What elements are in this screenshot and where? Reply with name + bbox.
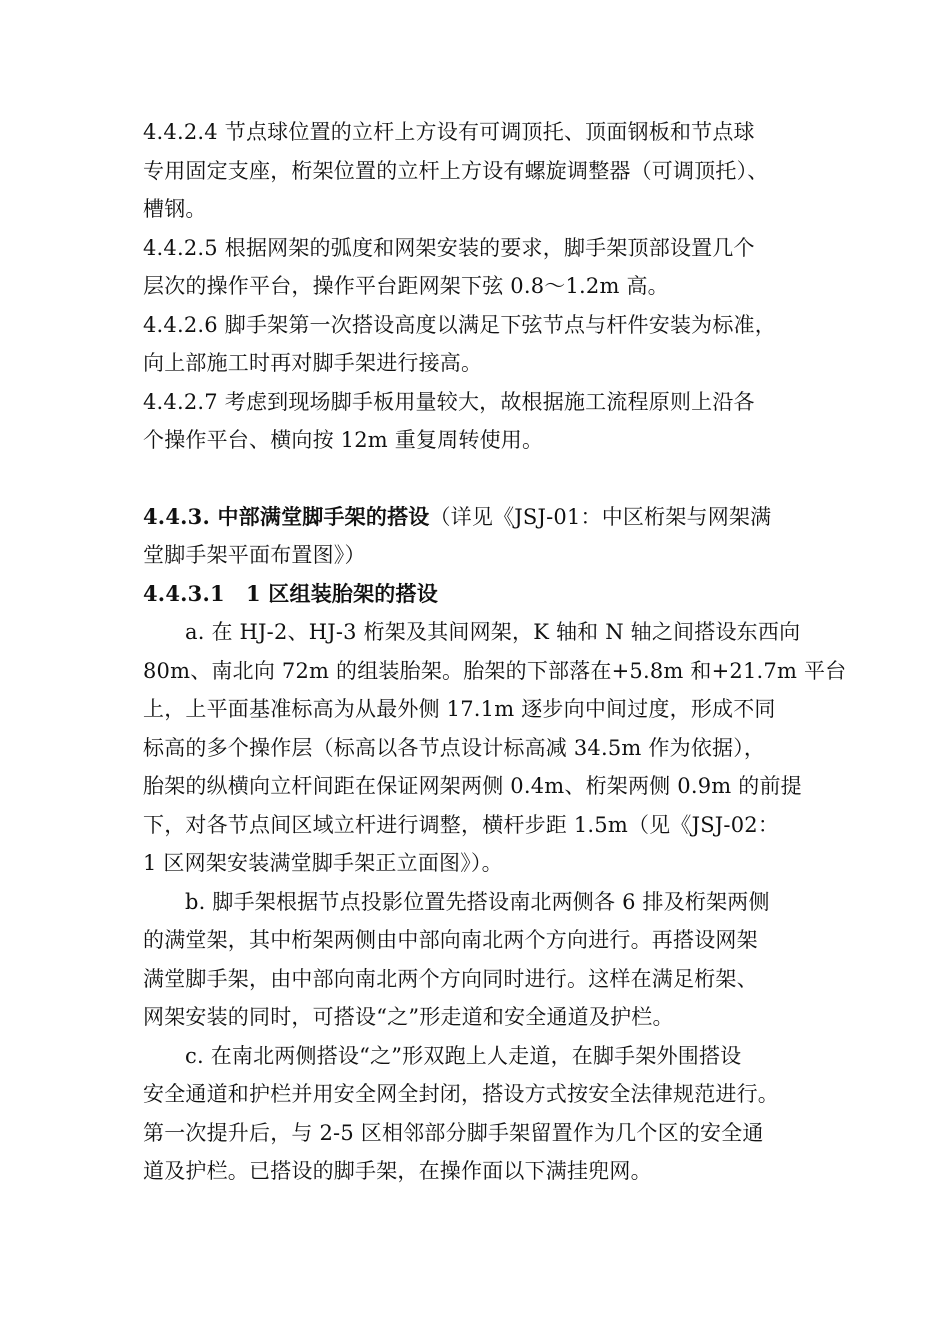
text-line: 4.4.2.5 根据网架的弧度和网架安装的要求，脚手架顶部设置几个: [143, 235, 755, 260]
text-line: 胎架的纵横向立杆间距在保证网架两侧 0.4m、桁架两侧 0.9m 的前提: [143, 774, 802, 798]
text-line: 4.4.2.7 考虑到现场脚手板用量较大，故根据施工流程原则上沿各: [143, 389, 755, 414]
text-line: 满堂脚手架，由中部向南北两个方向同时进行。这样在满足桁架、: [143, 966, 758, 991]
paragraph-b: [143, 883, 813, 1037]
text-line: b. 脚手架根据节点投影位置先搭设南北两侧各 6 排及桁架两侧: [185, 889, 770, 914]
section-title-reference: （详见《JSJ-01：中区桁架与网架满: [429, 504, 772, 529]
paragraph-4-4-2-6: [143, 306, 813, 383]
text-line: 80m、南北向 72m 的组装胎架。胎架的下部落在+5.8m 和+21.7m 平台: [143, 658, 847, 683]
paragraph-4-4-2-4: [143, 113, 813, 229]
section-heading-4-4-3: [143, 498, 813, 575]
text-line: 下，对各节点间区域立杆进行调整，横杆步距 1.5m（见《JSJ-02：: [143, 812, 780, 837]
text-line: 第一次提升后，与 2-5 区相邻部分脚手架留置作为几个区的安全通: [143, 1120, 764, 1145]
text-line: 1 区网架安装满堂脚手架正立面图》）。: [143, 851, 503, 875]
subsection-heading-4-4-3-1: 4.4.3.1 1 区组装胎架的搭设: [143, 580, 438, 606]
text-line: 4.4.2.4 节点球位置的立杆上方设有可调顶托、顶面钢板和节点球: [143, 120, 755, 144]
heading-line: 堂脚手架平面布置图》）: [143, 543, 366, 567]
text-line: c. 在南北两侧搭设“之”形双跑上人走道，在脚手架外围搭设: [185, 1043, 742, 1068]
text-line: 槽钢。: [143, 197, 207, 221]
paragraph-4-4-2-7: [143, 383, 813, 460]
text-line: 安全通道和护栏并用安全网全封闭，搭设方式按安全法律规范进行。: [143, 1082, 779, 1106]
text-line: 个操作平台、横向按 12m 重复周转使用。: [143, 428, 544, 452]
section-gap: [143, 460, 813, 498]
section-title-bold: 4.4.3. 中部满堂脚手架的搭设: [143, 503, 430, 529]
heading-line: [143, 498, 813, 537]
text-line: 网架安装的同时，可搭设“之”形走道和安全通道及护栏。: [143, 1005, 674, 1029]
text-line: 的满堂架，其中桁架两侧由中部向南北两个方向进行。再搭设网架: [143, 928, 758, 952]
text-line: 层次的操作平台，操作平台距网架下弦 0.8～1.2m 高。: [143, 274, 669, 298]
paragraph-a: [143, 613, 847, 883]
text-line: a. 在 HJ-2、HJ-3 桁架及其间网架，K 轴和 N 轴之间搭设东西向: [185, 620, 801, 644]
text-line: 专用固定支座，桁架位置的立杆上方设有螺旋调整器（可调顶托）、: [143, 158, 769, 183]
text-line: 上，上平面基准标高为从最外侧 17.1m 逐步向中间过度，形成不同: [143, 697, 776, 721]
text-line: 道及护栏。已搭设的脚手架，在操作面以下满挂兜网。: [143, 1159, 652, 1183]
text-line: 标高的多个操作层（标高以各节点设计标高减 34.5m 作为依据），: [143, 735, 766, 760]
paragraph-4-4-2-5: [143, 229, 813, 306]
document-page: [143, 113, 847, 1191]
paragraph-c: [143, 1037, 813, 1191]
text-line: 4.4.2.6 脚手架第一次搭设高度以满足下弦节点与杆件安装为标准，: [143, 312, 776, 337]
text-line: 向上部施工时再对脚手架进行接高。: [143, 351, 483, 375]
